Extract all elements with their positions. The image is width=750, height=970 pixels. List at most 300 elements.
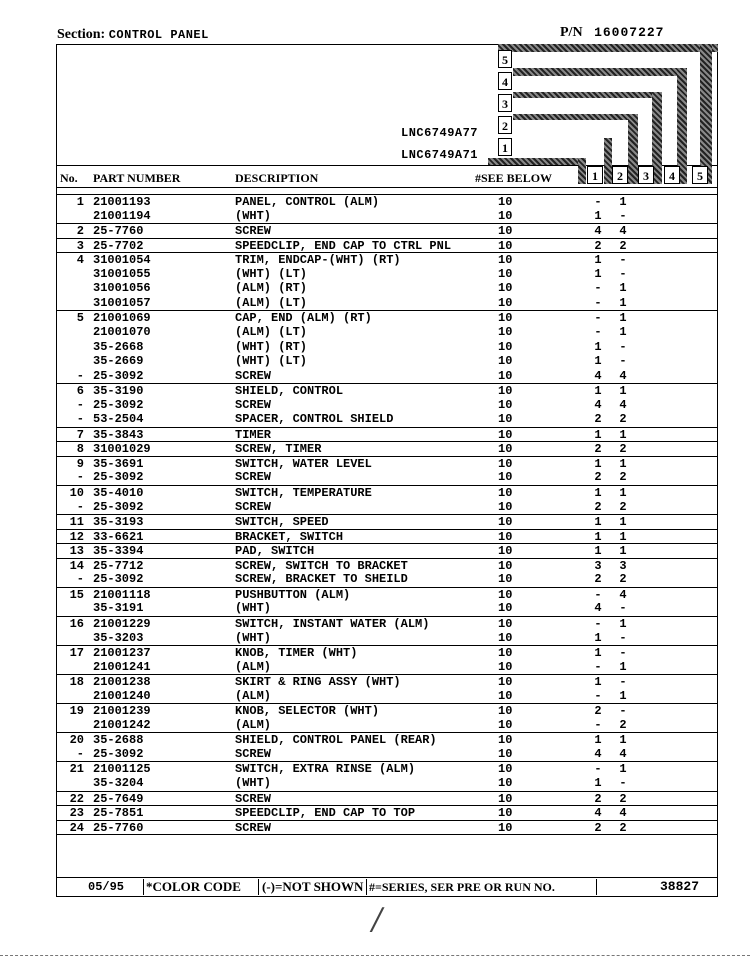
row-description: (WHT) (235, 776, 272, 790)
row-item-no: 10 (69, 486, 84, 500)
table-row (56, 791, 718, 807)
row-item-no: 4 (76, 253, 84, 268)
row-see-below: 10 (498, 558, 513, 573)
table-row (0, 369, 718, 384)
table-row (0, 631, 718, 646)
row-qty-series-1: 1 (594, 529, 602, 544)
row-see-below: 10 (498, 281, 513, 296)
row-qty-series-1: 1 (594, 675, 602, 690)
row-description: SCREW (235, 820, 272, 835)
table-row (0, 718, 718, 733)
row-see-below: 10 (498, 776, 513, 790)
row-item-no: 6 (76, 384, 84, 399)
row-see-below: 10 (498, 412, 513, 427)
row-qty-series-2: - (619, 208, 627, 223)
row-see-below: 10 (498, 354, 513, 369)
col-series-2: 2 (612, 166, 628, 184)
row-part-number: 25-7760 (93, 820, 144, 835)
row-part-number: 25-3092 (93, 499, 144, 514)
col-series-4: 4 (664, 166, 680, 184)
row-item-no: 11 (69, 515, 84, 530)
row-see-below: 10 (498, 238, 513, 253)
table-row (0, 572, 718, 587)
row-see-below: 10 (498, 368, 513, 383)
row-qty-series-1: 4 (594, 601, 602, 616)
table-row (0, 689, 718, 704)
row-part-number: 25-3092 (93, 397, 144, 412)
page-edge (0, 955, 750, 956)
table-row (0, 660, 718, 675)
series-box-1: 1 (498, 138, 512, 156)
row-qty-series-1: 1 (594, 253, 602, 268)
row-item-no: 24 (69, 820, 84, 835)
row-see-below: 10 (498, 820, 513, 835)
row-item-no: - (76, 746, 84, 761)
row-description: SPEEDCLIP, END CAP TO CTRL PNL (235, 238, 452, 253)
row-see-below: 10 (498, 253, 513, 268)
row-description: (ALM) (235, 688, 272, 703)
row-qty-series-1: 1 (594, 456, 602, 471)
row-description: SCREW (235, 397, 272, 412)
row-part-number: 25-3092 (93, 572, 144, 587)
row-qty-series-1: 2 (594, 238, 602, 253)
row-part-number: 21001070 (93, 324, 151, 339)
row-part-number: 21001194 (93, 208, 151, 223)
col-series-1: 1 (587, 166, 603, 184)
row-see-below: 10 (498, 499, 513, 514)
pn-value: 16007227 (594, 25, 665, 40)
series-box-5: 5 (498, 50, 512, 68)
row-qty-series-1: 4 (594, 806, 602, 821)
row-qty-series-2: 2 (619, 791, 627, 806)
row-item-no: - (76, 572, 84, 587)
row-part-number: 35-3691 (93, 456, 144, 471)
col-part-number: PART NUMBER (93, 171, 181, 185)
row-see-below: 10 (498, 470, 513, 485)
row-item-no: 2 (76, 224, 84, 239)
row-part-number: 21001238 (93, 675, 151, 690)
footer-rule (57, 877, 717, 878)
table-row (56, 223, 718, 239)
row-qty-series-1: - (594, 659, 602, 674)
row-qty-series-2: 1 (619, 544, 627, 559)
table-row (56, 761, 718, 777)
row-qty-series-1: 3 (594, 558, 602, 573)
row-see-below: 10 (498, 616, 513, 631)
row-description: (ALM) (235, 659, 272, 674)
row-item-no: 15 (69, 587, 84, 602)
row-see-below: 10 (498, 733, 513, 748)
row-see-below: 10 (498, 572, 513, 587)
table-row (0, 209, 718, 224)
row-qty-series-1: 1 (594, 427, 602, 442)
row-part-number: 25-3092 (93, 470, 144, 485)
col-series-3: 3 (638, 166, 654, 184)
row-see-below: 10 (498, 266, 513, 281)
row-description: CAP, END (ALM) (RT) (235, 311, 372, 326)
row-description: SCREW, SWITCH TO BRACKET (235, 558, 408, 573)
row-description: TIMER (235, 427, 272, 442)
row-qty-series-2: 2 (619, 238, 627, 253)
table-row (56, 703, 718, 719)
table-row (0, 325, 718, 340)
row-part-number: 25-7702 (93, 238, 144, 253)
row-part-number: 31001055 (93, 266, 151, 281)
row-see-below: 10 (498, 791, 513, 806)
row-qty-series-2: 2 (619, 499, 627, 514)
row-qty-series-1: 1 (594, 339, 602, 354)
row-qty-series-2: - (619, 704, 627, 719)
footer-doc-number: 38827 (660, 879, 700, 894)
row-qty-series-2: 1 (619, 659, 627, 674)
row-qty-series-2: - (619, 354, 627, 369)
row-description: SCREW (235, 368, 272, 383)
row-qty-series-1: 2 (594, 412, 602, 427)
row-qty-series-2: 1 (619, 529, 627, 544)
table-row (56, 514, 718, 530)
row-see-below: 10 (498, 195, 513, 209)
row-qty-series-2: 4 (619, 368, 627, 383)
row-qty-series-1: - (594, 717, 602, 732)
table-row (56, 194, 718, 210)
row-description: (WHT) (LT) (235, 266, 308, 281)
row-item-no: 8 (76, 442, 84, 457)
row-qty-series-2: 1 (619, 733, 627, 748)
row-description: (ALM) (235, 717, 272, 732)
row-description: (ALM) (LT) (235, 324, 308, 339)
row-see-below: 10 (498, 704, 513, 719)
row-qty-series-1: 1 (594, 733, 602, 748)
row-qty-series-1: - (594, 688, 602, 703)
section-value: CONTROL PANEL (108, 28, 209, 42)
row-description: SHIELD, CONTROL (235, 384, 344, 399)
row-qty-series-2: 1 (619, 762, 627, 777)
row-part-number: 21001229 (93, 616, 151, 631)
table-row (0, 267, 718, 282)
row-item-no: - (76, 470, 84, 485)
row-part-number: 21001069 (93, 311, 151, 326)
row-part-number: 21001193 (93, 195, 151, 209)
row-qty-series-1: 1 (594, 208, 602, 223)
row-qty-series-1: 2 (594, 704, 602, 719)
row-qty-series-2: 1 (619, 427, 627, 442)
row-qty-series-2: 2 (619, 412, 627, 427)
row-part-number: 21001241 (93, 659, 151, 674)
row-qty-series-2: - (619, 646, 627, 661)
row-description: SCREW (235, 746, 272, 761)
row-see-below: 10 (498, 806, 513, 821)
row-see-below: 10 (498, 688, 513, 703)
part-number-header (560, 25, 664, 41)
footer-series-note: #=SERIES, SER PRE OR RUN NO. (369, 880, 555, 894)
row-qty-series-1: 1 (594, 354, 602, 369)
row-description: SWITCH, EXTRA RINSE (ALM) (235, 762, 416, 777)
model-label-1: LNC6749A77 (401, 126, 479, 140)
row-part-number: 35-3190 (93, 384, 144, 399)
row-qty-series-2: - (619, 253, 627, 268)
row-description: BRACKET, SWITCH (235, 529, 344, 544)
row-item-no: 17 (69, 646, 84, 661)
row-qty-series-2: 4 (619, 224, 627, 239)
row-qty-series-1: 1 (594, 486, 602, 500)
row-qty-series-1: 1 (594, 544, 602, 559)
row-part-number: 31001056 (93, 281, 151, 296)
row-description: (ALM) (RT) (235, 281, 308, 296)
row-qty-series-1: 1 (594, 776, 602, 790)
row-item-no: 13 (69, 544, 84, 559)
row-see-below: 10 (498, 397, 513, 412)
row-part-number: 31001057 (93, 295, 151, 310)
table-row (56, 485, 718, 501)
series-box-3: 3 (498, 94, 512, 112)
row-item-no: 3 (76, 238, 84, 253)
model-label-2: LNC6749A71 (401, 148, 479, 162)
row-see-below: 10 (498, 456, 513, 471)
row-qty-series-1: - (594, 295, 602, 310)
row-qty-series-2: 1 (619, 515, 627, 530)
row-item-no: - (76, 368, 84, 383)
row-qty-series-1: - (594, 311, 602, 326)
row-qty-series-2: - (619, 776, 627, 790)
handwritten-mark: / (372, 902, 383, 937)
row-part-number: 35-3193 (93, 515, 144, 530)
table-row (56, 674, 718, 690)
footer-date: 05/95 (88, 880, 125, 894)
row-qty-series-2: 2 (619, 442, 627, 457)
row-description: SCREW (235, 791, 272, 806)
row-qty-series-2: 1 (619, 295, 627, 310)
row-qty-series-1: 4 (594, 746, 602, 761)
row-item-no: 20 (69, 733, 84, 748)
row-description: SPACER, CONTROL SHIELD (235, 412, 394, 427)
footer-not-shown: (-)=NOT SHOWN (262, 879, 364, 894)
row-see-below: 10 (498, 529, 513, 544)
row-part-number: 33-6621 (93, 529, 144, 544)
row-qty-series-1: 1 (594, 384, 602, 399)
row-see-below: 10 (498, 762, 513, 777)
row-see-below: 10 (498, 675, 513, 690)
row-part-number: 21001239 (93, 704, 151, 719)
row-description: (WHT) (235, 630, 272, 645)
table-row (0, 398, 718, 413)
table-row (0, 747, 718, 762)
table-row (56, 310, 718, 326)
row-item-no: 23 (69, 806, 84, 821)
row-qty-series-2: 1 (619, 616, 627, 631)
table-row (0, 776, 718, 791)
row-part-number: 31001029 (93, 442, 151, 457)
table-row (56, 805, 718, 821)
row-part-number: 35-3394 (93, 544, 144, 559)
row-item-no: - (76, 499, 84, 514)
table-row (0, 296, 718, 311)
row-description: TRIM, ENDCAP-(WHT) (RT) (235, 253, 401, 268)
table-row (56, 252, 718, 268)
row-description: SCREW, BRACKET TO SHEILD (235, 572, 408, 587)
row-item-no: - (76, 412, 84, 427)
row-see-below: 10 (498, 208, 513, 223)
row-see-below: 10 (498, 224, 513, 239)
row-qty-series-2: - (619, 339, 627, 354)
row-qty-series-2: 1 (619, 486, 627, 500)
table-row (0, 340, 718, 355)
row-description: PANEL, CONTROL (ALM) (235, 195, 380, 209)
row-part-number: 31001054 (93, 253, 151, 268)
row-qty-series-1: - (594, 587, 602, 602)
row-qty-series-1: 2 (594, 820, 602, 835)
row-see-below: 10 (498, 630, 513, 645)
row-part-number: 21001242 (93, 717, 151, 732)
row-qty-series-2: 2 (619, 572, 627, 587)
row-part-number: 35-2688 (93, 733, 144, 748)
row-qty-series-1: 2 (594, 442, 602, 457)
row-part-number: 25-3092 (93, 368, 144, 383)
row-see-below: 10 (498, 295, 513, 310)
row-description: SCREW (235, 499, 272, 514)
row-qty-series-1: 2 (594, 470, 602, 485)
col-series-5: 5 (692, 166, 708, 184)
row-item-no: 18 (69, 675, 84, 690)
row-part-number: 35-2669 (93, 354, 144, 369)
row-item-no: 16 (69, 616, 84, 631)
row-part-number: 53-2504 (93, 412, 144, 427)
row-description: SCREW (235, 470, 272, 485)
row-see-below: 10 (498, 515, 513, 530)
row-qty-series-2: 4 (619, 746, 627, 761)
row-qty-series-1: 2 (594, 499, 602, 514)
row-item-no: - (76, 397, 84, 412)
row-description: SWITCH, SPEED (235, 515, 329, 530)
col-see-below: #SEE BELOW (475, 171, 553, 185)
row-description: SPEEDCLIP, END CAP TO TOP (235, 806, 416, 821)
table-row (56, 427, 718, 443)
table-row (56, 441, 718, 457)
row-description: KNOB, TIMER (WHT) (235, 646, 358, 661)
row-item-no: 22 (69, 791, 84, 806)
row-qty-series-2: 4 (619, 806, 627, 821)
row-see-below: 10 (498, 339, 513, 354)
row-part-number: 35-2668 (93, 339, 144, 354)
row-part-number: 35-3191 (93, 601, 144, 616)
row-qty-series-2: 3 (619, 558, 627, 573)
row-qty-series-2: 1 (619, 324, 627, 339)
row-see-below: 10 (498, 746, 513, 761)
footer-color-code: *COLOR CODE (146, 879, 241, 894)
row-qty-series-1: 2 (594, 791, 602, 806)
table-row (56, 558, 718, 574)
row-part-number: 25-7649 (93, 791, 144, 806)
row-qty-series-2: - (619, 266, 627, 281)
series-box-2: 2 (498, 116, 512, 134)
row-qty-series-1: 1 (594, 646, 602, 661)
section-header (57, 27, 209, 43)
row-item-no: 7 (76, 427, 84, 442)
row-description: SKIRT & RING ASSY (WHT) (235, 675, 401, 690)
table-row (56, 820, 718, 836)
row-see-below: 10 (498, 324, 513, 339)
col-description: DESCRIPTION (235, 171, 319, 185)
row-see-below: 10 (498, 717, 513, 732)
table-row (56, 238, 718, 254)
row-see-below: 10 (498, 427, 513, 442)
table-row (0, 601, 718, 616)
row-description: SCREW (235, 224, 272, 239)
row-qty-series-2: 1 (619, 456, 627, 471)
row-qty-series-2: 1 (619, 281, 627, 296)
row-see-below: 10 (498, 646, 513, 661)
row-description: SCREW, TIMER (235, 442, 322, 457)
table-row (0, 354, 718, 369)
table-row (56, 616, 718, 632)
row-description: (WHT) (RT) (235, 339, 308, 354)
row-qty-series-2: 1 (619, 195, 627, 209)
row-qty-series-2: 2 (619, 717, 627, 732)
pn-label: P/N (560, 25, 583, 40)
row-part-number: 21001240 (93, 688, 151, 703)
row-see-below: 10 (498, 311, 513, 326)
row-qty-series-2: 1 (619, 688, 627, 703)
row-see-below: 10 (498, 384, 513, 399)
row-qty-series-2: - (619, 630, 627, 645)
row-part-number: 25-3092 (93, 746, 144, 761)
row-description: PUSHBUTTON (ALM) (235, 587, 351, 602)
row-description: (WHT) (235, 208, 272, 223)
row-part-number: 35-3204 (93, 776, 144, 790)
column-header-rule (57, 187, 717, 188)
section-label: Section: (57, 27, 106, 42)
row-qty-series-1: - (594, 616, 602, 631)
row-qty-series-2: 4 (619, 397, 627, 412)
row-item-no: 9 (76, 456, 84, 471)
table-row (56, 529, 718, 545)
row-part-number: 25-7851 (93, 806, 144, 821)
row-qty-series-1: - (594, 195, 602, 209)
series-box-4: 4 (498, 72, 512, 90)
row-qty-series-2: 2 (619, 820, 627, 835)
row-qty-series-2: 1 (619, 384, 627, 399)
row-qty-series-1: - (594, 281, 602, 296)
row-see-below: 10 (498, 587, 513, 602)
row-part-number: 21001125 (93, 762, 151, 777)
table-row (0, 281, 718, 296)
row-see-below: 10 (498, 486, 513, 500)
row-description: (WHT) (235, 601, 272, 616)
table-row (56, 383, 718, 399)
row-qty-series-1: 4 (594, 224, 602, 239)
row-description: (ALM) (LT) (235, 295, 308, 310)
col-no: No. (60, 171, 78, 185)
row-item-no: 5 (76, 311, 84, 326)
row-item-no: 1 (76, 195, 84, 209)
row-description: SWITCH, INSTANT WATER (ALM) (235, 616, 430, 631)
row-item-no: 12 (69, 529, 84, 544)
row-qty-series-1: 2 (594, 572, 602, 587)
row-description: KNOB, SELECTOR (WHT) (235, 704, 380, 719)
row-part-number: 25-7712 (93, 558, 144, 573)
row-qty-series-1: 4 (594, 397, 602, 412)
row-qty-series-1: 1 (594, 266, 602, 281)
row-qty-series-2: 1 (619, 311, 627, 326)
row-part-number: 21001118 (93, 587, 151, 602)
table-row (56, 587, 718, 603)
row-see-below: 10 (498, 442, 513, 457)
row-description: SHIELD, CONTROL PANEL (REAR) (235, 733, 437, 748)
row-item-no: 14 (69, 558, 84, 573)
table-row (56, 732, 718, 748)
row-see-below: 10 (498, 601, 513, 616)
row-description: SWITCH, TEMPERATURE (235, 486, 372, 500)
row-description: (WHT) (LT) (235, 354, 308, 369)
